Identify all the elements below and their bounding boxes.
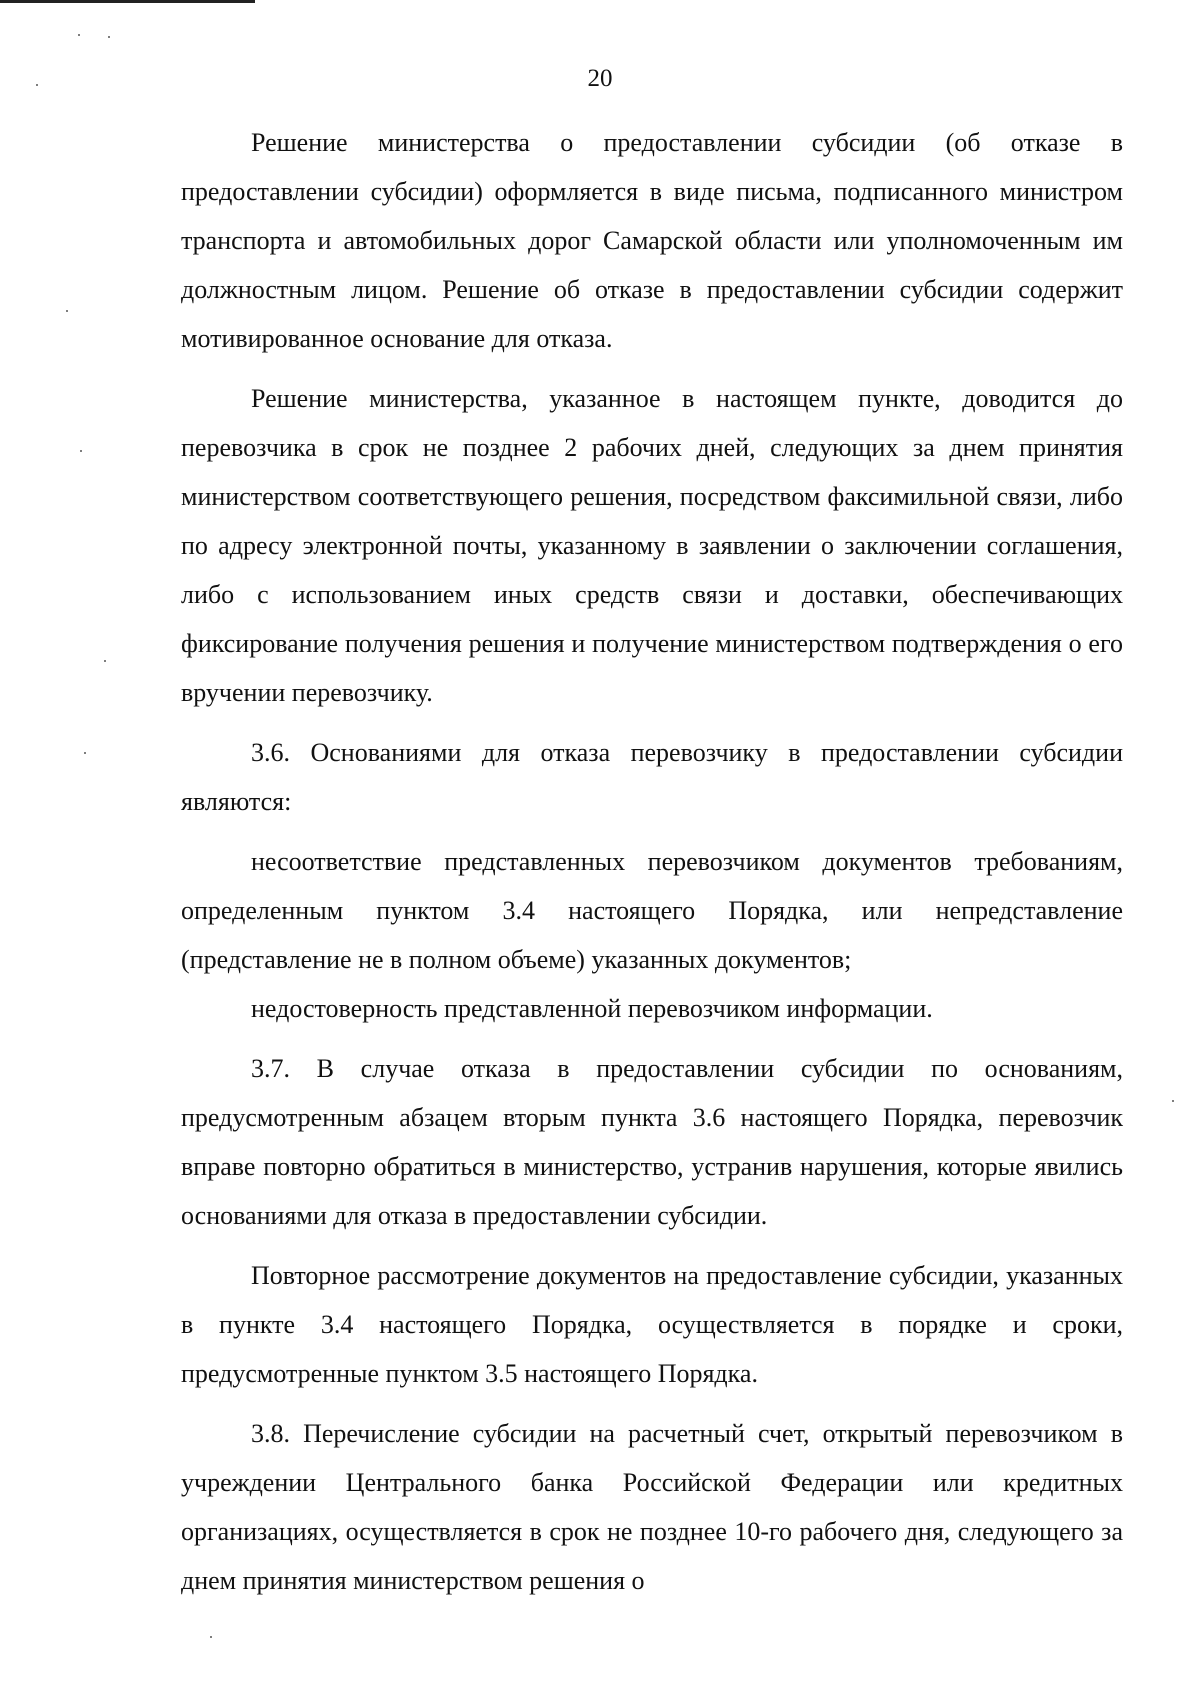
page-number: 20 (587, 65, 613, 92)
scan-speck (66, 310, 68, 312)
scan-speck (210, 1636, 212, 1638)
scan-speck (1172, 1100, 1174, 1102)
paragraph: недостоверность представленной перевозчиком информации. (251, 994, 933, 1023)
scan-speck (108, 36, 110, 38)
scan-speck (78, 34, 80, 36)
scan-speck (104, 660, 106, 662)
paragraph: несоответствие представленных перевозчиком документов требованиям, определенным пунктом 3.4 настоящего Порядка, или непредставление (представление не в полном объеме) указанных документов; (181, 847, 1123, 974)
scan-speck (80, 450, 82, 452)
paragraph: Решение министерства, указанное в настоящем пункте, доводится до перевозчика в срок не позднее 2 рабочих дней, следующих за днем принятия министерством соответствующего решения, посредством факсимильной связи, либо по адресу электронной почты, указанному в заявлении о заключении соглашения, либо с использованием иных средств связи и доставки, обеспечивающих фиксирование получения решения и получение министерством подтверждения о его вручении перевозчику. (181, 384, 1123, 707)
paragraph: 3.8. Перечисление субсидии на расчетный счет, открытый перевозчиком в учреждении Центрального банка Российской Федерации или кредитных организациях, осуществляется в срок не позднее 10-го рабочего дня, следующего за днем принятия министерством решения о (181, 1419, 1123, 1595)
scan-speck (84, 752, 86, 754)
top-rule (0, 0, 255, 3)
document-body (181, 118, 1123, 1605)
paragraph: Повторное рассмотрение документов на предоставление субсидии, указанных в пункте 3.4 настоящего Порядка, осуществляется в порядке и сроки, предусмотренные пунктом 3.5 настоящего Порядка. (181, 1261, 1123, 1388)
paragraph: Решение министерства о предоставлении субсидии (об отказе в предоставлении субсидии) оформляется в виде письма, подписанного министром транспорта и автомобильных дорог Самарской области или уполномоченным им должностным лицом. Решение об отказе в предоставлении субсидии содержит мотивированное основание для отказа. (181, 128, 1123, 353)
paragraph: 3.6. Основаниями для отказа перевозчику в предоставлении субсидии являются: (181, 738, 1123, 816)
paragraph: 3.7. В случае отказа в предоставлении субсидии по основаниям, предусмотренным абзацем вторым пункта 3.6 настоящего Порядка, перевозчик вправе повторно обратиться в министерство, устранив нарушения, которые явились основаниями для отказа в предоставлении субсидии. (181, 1054, 1123, 1230)
